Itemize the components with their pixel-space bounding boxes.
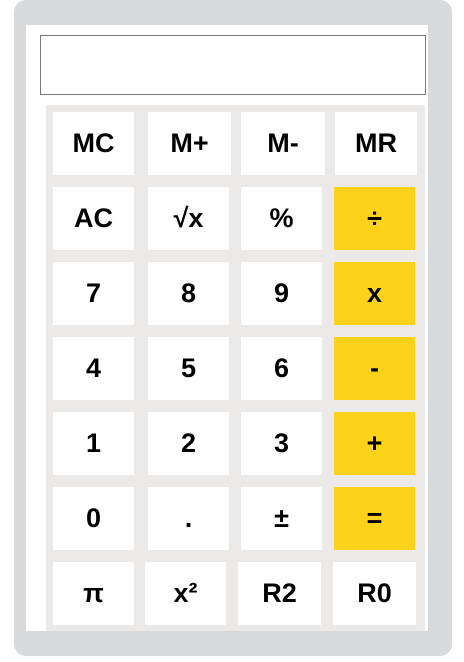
digit-8-button[interactable]: 8 bbox=[148, 262, 229, 325]
digit-0-button[interactable]: 0 bbox=[53, 487, 134, 550]
digit-3-button[interactable]: 3 bbox=[241, 412, 322, 475]
multiply-button[interactable]: x bbox=[334, 262, 415, 325]
calculator-display[interactable] bbox=[40, 35, 426, 95]
digit-9-button[interactable]: 9 bbox=[241, 262, 322, 325]
divide-button[interactable]: ÷ bbox=[334, 187, 415, 250]
equals-button[interactable]: = bbox=[334, 487, 415, 550]
round-2-button[interactable]: R2 bbox=[238, 562, 321, 625]
memory-recall-button[interactable]: MR bbox=[335, 112, 417, 175]
digit-5-button[interactable]: 5 bbox=[148, 337, 229, 400]
decimal-button[interactable]: . bbox=[148, 487, 229, 550]
square-root-button[interactable]: √x bbox=[148, 187, 229, 250]
digit-7-button[interactable]: 7 bbox=[53, 262, 134, 325]
plus-minus-button[interactable]: ± bbox=[241, 487, 322, 550]
digit-4-button[interactable]: 4 bbox=[53, 337, 134, 400]
pi-button[interactable]: π bbox=[53, 562, 134, 625]
digit-2-button[interactable]: 2 bbox=[148, 412, 229, 475]
add-button[interactable]: + bbox=[334, 412, 415, 475]
digit-6-button[interactable]: 6 bbox=[241, 337, 322, 400]
percent-button[interactable]: % bbox=[241, 187, 322, 250]
square-button[interactable]: x² bbox=[145, 562, 226, 625]
digit-1-button[interactable]: 1 bbox=[53, 412, 134, 475]
round-0-button[interactable]: R0 bbox=[333, 562, 416, 625]
all-clear-button[interactable]: AC bbox=[53, 187, 134, 250]
memory-clear-button[interactable]: MC bbox=[53, 112, 134, 175]
subtract-button[interactable]: - bbox=[334, 337, 415, 400]
memory-add-button[interactable]: M+ bbox=[148, 112, 231, 175]
memory-subtract-button[interactable]: M- bbox=[241, 112, 325, 175]
